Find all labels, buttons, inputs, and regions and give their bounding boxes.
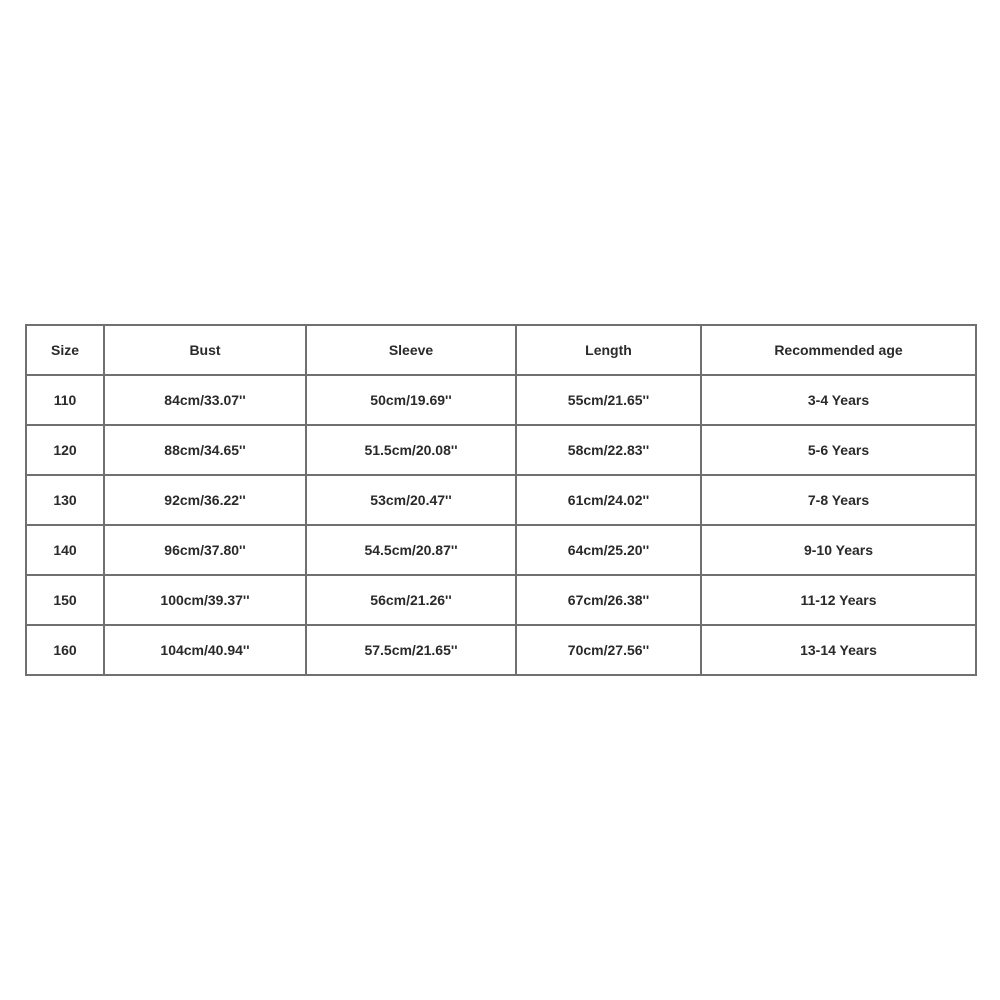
cell-recommended-age: 13-14 Years	[701, 625, 976, 675]
size-chart-table	[25, 324, 977, 676]
cell-recommended-age: 5-6 Years	[701, 425, 976, 475]
cell-size: 150	[26, 575, 104, 625]
cell-length: 67cm/26.38''	[516, 575, 701, 625]
cell-bust: 96cm/37.80''	[104, 525, 306, 575]
header-size: Size	[26, 325, 104, 375]
cell-length: 61cm/24.02''	[516, 475, 701, 525]
header-sleeve: Sleeve	[306, 325, 516, 375]
table-header-row	[26, 325, 976, 375]
table-row	[26, 625, 976, 675]
cell-size: 110	[26, 375, 104, 425]
cell-bust: 88cm/34.65''	[104, 425, 306, 475]
cell-sleeve: 51.5cm/20.08''	[306, 425, 516, 475]
cell-recommended-age: 7-8 Years	[701, 475, 976, 525]
cell-sleeve: 57.5cm/21.65''	[306, 625, 516, 675]
cell-size: 140	[26, 525, 104, 575]
cell-length: 55cm/21.65''	[516, 375, 701, 425]
cell-size: 160	[26, 625, 104, 675]
cell-bust: 100cm/39.37''	[104, 575, 306, 625]
table-row	[26, 375, 976, 425]
cell-bust: 84cm/33.07''	[104, 375, 306, 425]
cell-length: 58cm/22.83''	[516, 425, 701, 475]
cell-sleeve: 56cm/21.26''	[306, 575, 516, 625]
cell-length: 64cm/25.20''	[516, 525, 701, 575]
header-length: Length	[516, 325, 701, 375]
cell-recommended-age: 9-10 Years	[701, 525, 976, 575]
header-recommended-age: Recommended age	[701, 325, 976, 375]
cell-recommended-age: 3-4 Years	[701, 375, 976, 425]
header-bust: Bust	[104, 325, 306, 375]
table-row	[26, 575, 976, 625]
cell-size: 120	[26, 425, 104, 475]
cell-bust: 92cm/36.22''	[104, 475, 306, 525]
table-row	[26, 475, 976, 525]
cell-sleeve: 53cm/20.47''	[306, 475, 516, 525]
table-row	[26, 425, 976, 475]
cell-sleeve: 54.5cm/20.87''	[306, 525, 516, 575]
cell-sleeve: 50cm/19.69''	[306, 375, 516, 425]
table-row	[26, 525, 976, 575]
cell-recommended-age: 11-12 Years	[701, 575, 976, 625]
cell-length: 70cm/27.56''	[516, 625, 701, 675]
cell-bust: 104cm/40.94''	[104, 625, 306, 675]
cell-size: 130	[26, 475, 104, 525]
